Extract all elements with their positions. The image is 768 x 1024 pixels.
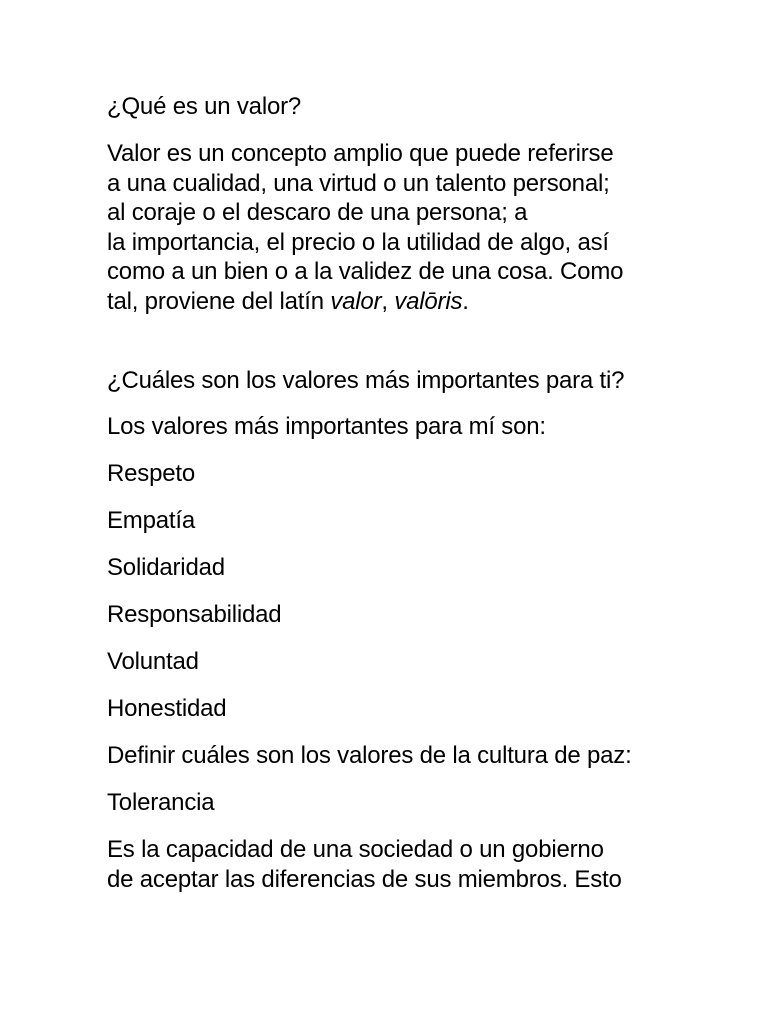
value-definition-paragraph [107, 139, 687, 316]
latin-word: valor [330, 287, 382, 315]
heading-what-is-value: ¿Qué es un valor? [107, 93, 302, 120]
value-item-honestidad: Honestidad [107, 695, 227, 722]
value-item-solidaridad: Solidaridad [107, 554, 225, 581]
question-most-important-values: ¿Cuáles son los valores más importantes para ti? [107, 367, 625, 394]
value-item-respeto: Respeto [107, 460, 195, 487]
definition-line: como a un bien o a la validez de una cosa. Como [107, 258, 624, 285]
value-item-voluntad: Voluntad [107, 648, 199, 675]
value-item-empatia: Empatía [107, 507, 195, 534]
tolerance-definition-paragraph [107, 835, 687, 894]
tolerance-line: de aceptar las diferencias de sus miembros. Esto [107, 865, 622, 893]
definition-line: la importancia, el precio o la utilidad de algo, así [107, 228, 609, 256]
peace-value-tolerancia: Tolerancia [107, 789, 215, 816]
definition-line: al coraje o el descaro de una persona; a [107, 199, 528, 226]
definition-line: Valor es un concepto amplio que puede referirse [107, 140, 614, 167]
latin-separator: , [381, 287, 395, 315]
definition-last-suffix: . [462, 287, 469, 315]
definition-line: a una cualidad, una virtud o un talento personal; [107, 169, 610, 197]
definition-last-line [107, 287, 687, 317]
latin-genitive: valōris [394, 287, 463, 315]
value-item-responsabilidad: Responsabilidad [107, 601, 282, 628]
answer-intro: Los valores más importantes para mí son: [107, 413, 546, 440]
task-peace-culture-values: Definir cuáles son los valores de la cultura de paz: [107, 742, 632, 769]
definition-last-prefix: tal, proviene del latín [107, 287, 331, 315]
tolerance-line: Es la capacidad de una sociedad o un gobierno [107, 836, 604, 863]
